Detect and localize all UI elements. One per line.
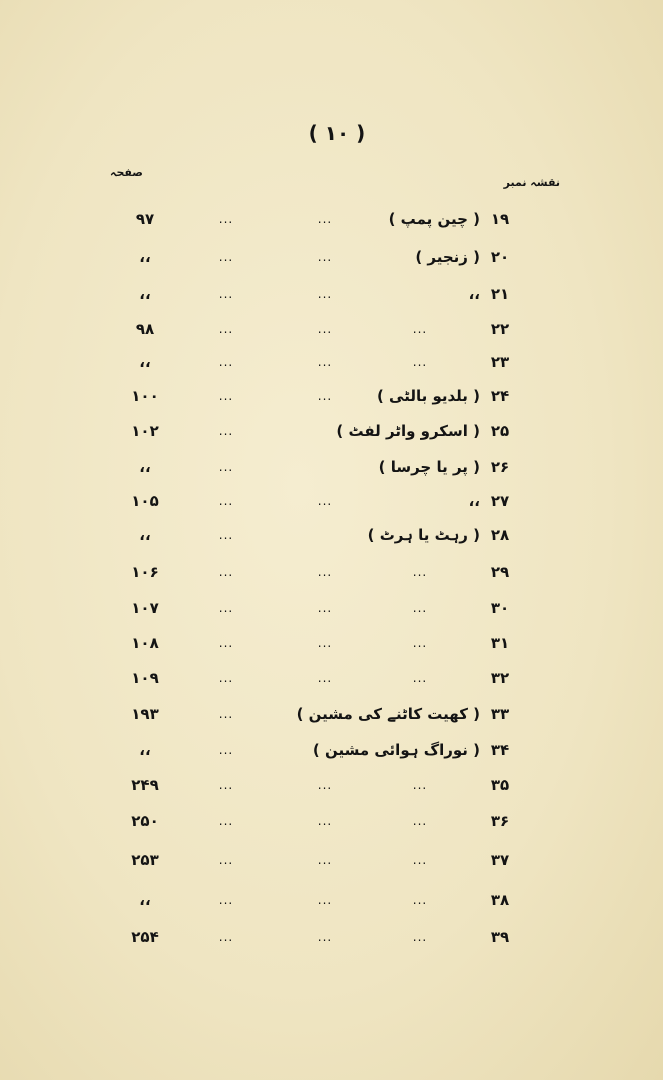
map-title: ( بلدیو بالٹی ) bbox=[376, 387, 480, 405]
page-reference: ۹۸ bbox=[135, 320, 155, 338]
map-title: ( رہٹ یا ہرٹ ) bbox=[367, 526, 480, 544]
leader-dots: ... bbox=[317, 322, 333, 336]
leader-dots: ... bbox=[218, 601, 234, 615]
header-map-number-column: نقشہ نمبر bbox=[503, 176, 560, 189]
leader-dots bbox=[395, 699, 445, 729]
map-title: ( چین پمپ ) bbox=[388, 210, 480, 228]
page-reference: ۱۰۸ bbox=[131, 634, 159, 652]
map-number: ۲۱ bbox=[490, 285, 510, 303]
leader-dots: ... bbox=[218, 893, 234, 907]
map-number: ۳۴ bbox=[490, 741, 510, 759]
index-row bbox=[0, 770, 663, 800]
map-number: ۱۹ bbox=[490, 210, 510, 228]
leader-dots: ... bbox=[317, 853, 333, 867]
leader-dots: ... bbox=[218, 853, 234, 867]
leader-dots: ... bbox=[317, 930, 333, 944]
page-reference: ۱۹۳ bbox=[131, 705, 159, 723]
leader-dots: ... bbox=[218, 287, 234, 301]
leader-dots: ... bbox=[317, 494, 333, 508]
page-number: ( ۱۰ ) bbox=[308, 121, 366, 145]
page-reference: ۱۰۵ bbox=[131, 492, 159, 510]
page-reference: ،، bbox=[139, 891, 151, 909]
leader-dots bbox=[300, 452, 350, 482]
index-row bbox=[0, 557, 663, 587]
leader-dots: ... bbox=[412, 636, 428, 650]
leader-dots: ... bbox=[412, 930, 428, 944]
map-title: ( نوراگ ہوائی مشین ) bbox=[312, 741, 480, 759]
map-number: ۳۶ bbox=[490, 812, 510, 830]
map-title: ،، bbox=[468, 285, 480, 303]
map-number: ۳۹ bbox=[490, 928, 510, 946]
map-number: ۲۸ bbox=[490, 526, 510, 544]
index-row bbox=[0, 452, 663, 482]
leader-dots: ... bbox=[218, 322, 234, 336]
index-row bbox=[0, 735, 663, 765]
leader-dots: ... bbox=[412, 565, 428, 579]
map-title: ،، bbox=[468, 492, 480, 510]
map-number: ۲۴ bbox=[490, 387, 510, 405]
map-number: ۳۷ bbox=[490, 851, 510, 869]
map-number: ۳۵ bbox=[490, 776, 510, 794]
leader-dots: ... bbox=[317, 355, 333, 369]
index-row bbox=[0, 347, 663, 377]
map-title: ( زنجیر ) bbox=[415, 248, 480, 266]
page-reference: ۱۰۹ bbox=[131, 669, 159, 687]
leader-dots: ... bbox=[317, 250, 333, 264]
leader-dots bbox=[395, 486, 445, 516]
map-title: ( کھیت کاٹنے کی مشین ) bbox=[296, 705, 480, 723]
leader-dots: ... bbox=[412, 322, 428, 336]
leader-dots bbox=[300, 699, 350, 729]
map-number: ۳۲ bbox=[490, 669, 510, 687]
leader-dots: ... bbox=[218, 355, 234, 369]
index-row bbox=[0, 279, 663, 309]
map-number: ۲۰ bbox=[490, 248, 510, 266]
index-row bbox=[0, 486, 663, 516]
leader-dots bbox=[300, 520, 350, 550]
leader-dots bbox=[395, 452, 445, 482]
index-row bbox=[0, 242, 663, 272]
map-number: ۲۹ bbox=[490, 563, 510, 581]
leader-dots: ... bbox=[412, 671, 428, 685]
leader-dots: ... bbox=[412, 814, 428, 828]
leader-dots: ... bbox=[218, 565, 234, 579]
leader-dots: ... bbox=[218, 814, 234, 828]
index-row bbox=[0, 204, 663, 234]
leader-dots bbox=[395, 279, 445, 309]
map-number: ۲۵ bbox=[490, 422, 510, 440]
leader-dots: ... bbox=[317, 893, 333, 907]
leader-dots: ... bbox=[218, 212, 234, 226]
index-row bbox=[0, 628, 663, 658]
index-row bbox=[0, 845, 663, 875]
page-reference: ۱۰۲ bbox=[131, 422, 159, 440]
index-row bbox=[0, 922, 663, 952]
index-row bbox=[0, 593, 663, 623]
map-number: ۲۳ bbox=[490, 353, 510, 371]
leader-dots bbox=[395, 416, 445, 446]
map-number: ۳۳ bbox=[490, 705, 510, 723]
leader-dots bbox=[395, 204, 445, 234]
map-number: ۲۲ bbox=[490, 320, 510, 338]
index-row bbox=[0, 806, 663, 836]
header-page-column: صفحہ bbox=[110, 166, 143, 179]
leader-dots: ... bbox=[218, 707, 234, 721]
index-row bbox=[0, 663, 663, 693]
map-title: ( پر یا چرسا ) bbox=[378, 458, 480, 476]
leader-dots: ... bbox=[317, 389, 333, 403]
index-row bbox=[0, 520, 663, 550]
leader-dots: ... bbox=[317, 814, 333, 828]
page-reference: ۲۵۴ bbox=[131, 928, 159, 946]
leader-dots: ... bbox=[218, 424, 234, 438]
leader-dots bbox=[395, 242, 445, 272]
page-reference: ۲۴۹ bbox=[131, 776, 159, 794]
index-row bbox=[0, 381, 663, 411]
leader-dots bbox=[395, 381, 445, 411]
leader-dots: ... bbox=[218, 743, 234, 757]
leader-dots: ... bbox=[218, 930, 234, 944]
leader-dots: ... bbox=[218, 494, 234, 508]
map-number: ۲۶ bbox=[490, 458, 510, 476]
leader-dots: ... bbox=[412, 893, 428, 907]
page-reference: ،، bbox=[139, 285, 151, 303]
leader-dots: ... bbox=[317, 565, 333, 579]
map-title: ( اسکرو واٹر لفٹ ) bbox=[336, 422, 480, 440]
leader-dots: ... bbox=[317, 778, 333, 792]
page-reference: ۱۰۶ bbox=[131, 563, 159, 581]
leader-dots: ... bbox=[317, 287, 333, 301]
leader-dots: ... bbox=[412, 355, 428, 369]
index-row bbox=[0, 416, 663, 446]
leader-dots bbox=[395, 735, 445, 765]
leader-dots bbox=[300, 735, 350, 765]
leader-dots: ... bbox=[218, 528, 234, 542]
leader-dots: ... bbox=[317, 636, 333, 650]
leader-dots bbox=[300, 416, 350, 446]
map-number: ۲۷ bbox=[490, 492, 510, 510]
page-reference: ،، bbox=[139, 526, 151, 544]
index-row bbox=[0, 885, 663, 915]
page-reference: ،، bbox=[139, 353, 151, 371]
index-row bbox=[0, 314, 663, 344]
page-reference: ۲۵۰ bbox=[131, 812, 159, 830]
leader-dots: ... bbox=[317, 212, 333, 226]
map-number: ۳۸ bbox=[490, 891, 510, 909]
page-reference: ۹۷ bbox=[135, 210, 155, 228]
leader-dots: ... bbox=[218, 636, 234, 650]
page-reference: ،، bbox=[139, 741, 151, 759]
page-reference: ۱۰۷ bbox=[131, 599, 159, 617]
map-number: ۳۰ bbox=[490, 599, 510, 617]
leader-dots bbox=[395, 520, 445, 550]
page-reference: ،، bbox=[139, 458, 151, 476]
page-reference: ۲۵۳ bbox=[131, 851, 159, 869]
leader-dots: ... bbox=[412, 778, 428, 792]
leader-dots: ... bbox=[218, 389, 234, 403]
map-number: ۳۱ bbox=[490, 634, 510, 652]
leader-dots: ... bbox=[317, 601, 333, 615]
page-reference: ،، bbox=[139, 248, 151, 266]
leader-dots: ... bbox=[317, 671, 333, 685]
page-reference: ۱۰۰ bbox=[131, 387, 159, 405]
leader-dots: ... bbox=[412, 601, 428, 615]
leader-dots: ... bbox=[218, 460, 234, 474]
leader-dots: ... bbox=[218, 778, 234, 792]
index-row bbox=[0, 699, 663, 729]
leader-dots: ... bbox=[218, 250, 234, 264]
leader-dots: ... bbox=[218, 671, 234, 685]
leader-dots: ... bbox=[412, 853, 428, 867]
